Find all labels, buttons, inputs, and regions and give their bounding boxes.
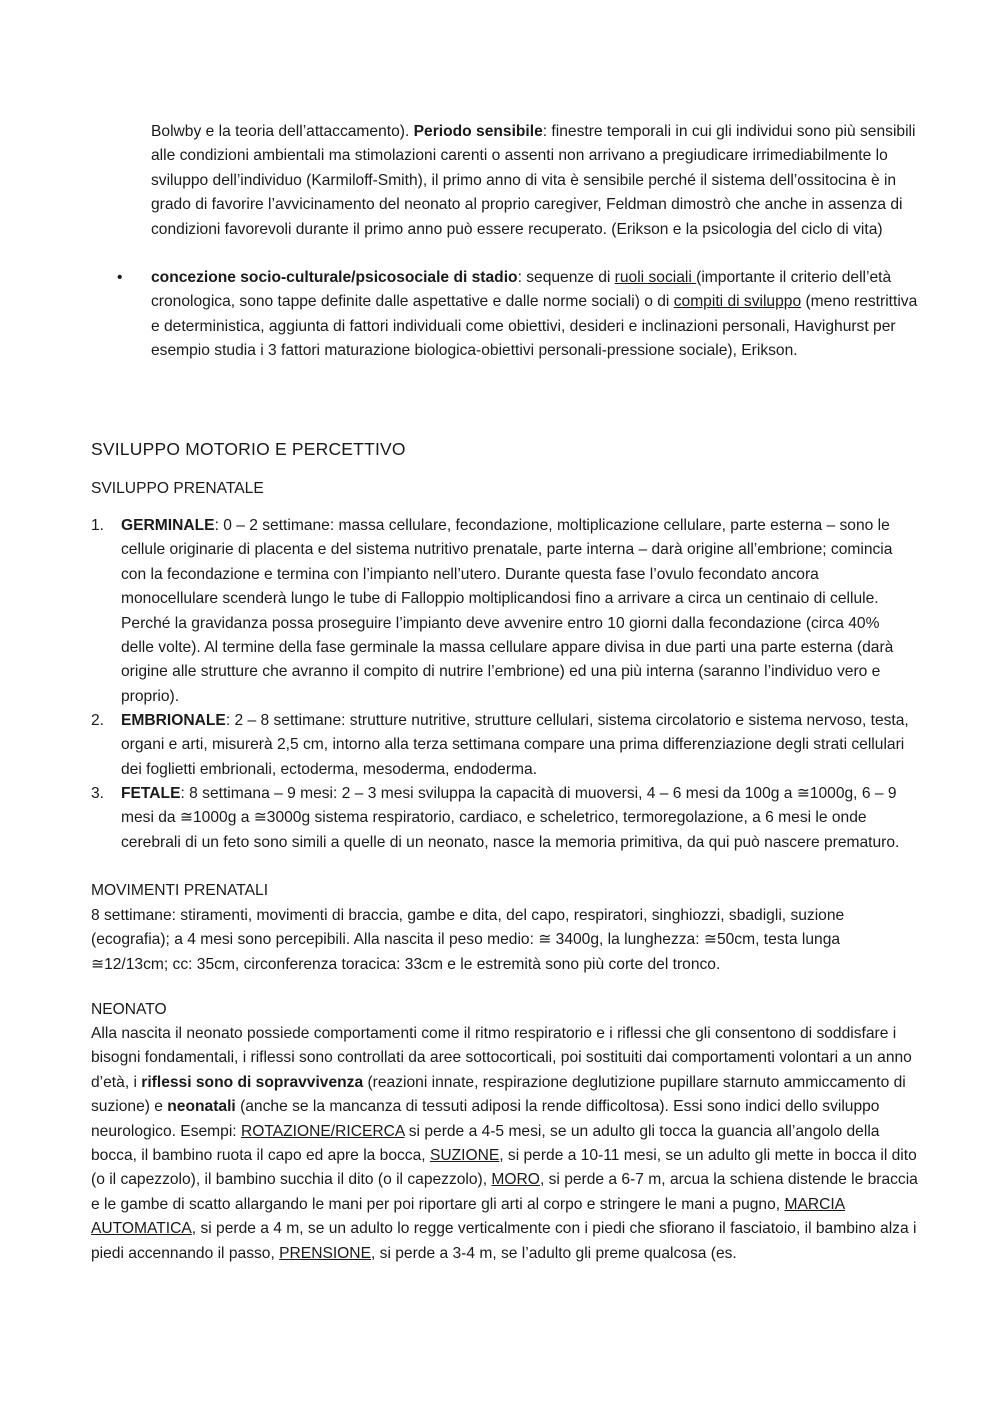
intro-paragraph xyxy=(151,120,926,242)
list-item-embrionale xyxy=(121,709,911,782)
neonato-underline-moro: MORO xyxy=(491,1171,540,1189)
bullet-bold-term: concezione socio-culturale/psicosociale di stadio xyxy=(151,269,518,286)
bullet-underline-ruoli-sociali: ruoli sociali xyxy=(614,269,697,286)
neonato-underline-suzione: SUZIONE xyxy=(429,1147,500,1165)
neonato-heading: NEONATO xyxy=(91,1001,167,1018)
intro-seg: Bolwby e la teoria dell’attaccamento). xyxy=(151,123,414,140)
bullet-seg: (importante il criterio dell’età cronologica, sono tappe definite dalle aspettative e dalle norme sociali) o di xyxy=(151,269,892,311)
neonato-seg: (anche se la mancanza di tessuti adiposi la rende difficoltosa). Essi sono indici dello sviluppo neurologico. Esempi: xyxy=(91,1098,880,1140)
neonato-seg: Alla nascita il neonato possiede comportamenti come il ritmo respiratorio e i riflessi che gli consentono di soddisfare i bisogni fondamentali, i riflessi sono controllati da aree sottocorticali, poi sostituiti dai comportamenti volontari a un anno d’età, i xyxy=(91,1025,912,1091)
neonato-underline-rotazione: ROTAZIONE/RICERCA xyxy=(240,1122,405,1140)
neonato-underline-marcia-automatica: MARCIA AUTOMATICA xyxy=(91,1195,846,1238)
neonato-seg: , si perde a 3-4 m, se l’adulto gli preme qualcosa (es. xyxy=(370,1244,737,1262)
bullet-underline-compiti-di-sviluppo: compiti di sviluppo xyxy=(673,293,802,311)
list-item-germinale xyxy=(121,514,911,709)
neonato-seg: , si perde a 10-11 mesi, se un adulto gli mette in bocca il dito (o il capezzolo), il bambino succhia il dito (o il capezzolo), xyxy=(91,1147,917,1189)
neonato-bold-neonatali: neonatali xyxy=(167,1098,236,1116)
neonato-seg: (reazioni innate, respirazione deglutizione pupillare starnuto ammiccamento di suzione) e xyxy=(91,1073,906,1116)
list-number: 3. xyxy=(91,785,105,802)
list-item-text: : 8 settimana – 9 mesi: 2 – 3 mesi sviluppa la capacità di muoversi, 4 – 6 mesi da 100g a ≅1000g, 6 – 9 mesi da ≅1000g a ≅3000g sistema respiratorio, cardiaco, e scheletrico, termoregolazione, a 6 mesi le onde cerebrali di un feto sono simili a quelle di un neonato, nasce la memoria primitiva, da qui può nascere prematuro. xyxy=(121,785,900,851)
neonato-seg: , si perde a 6-7 m, arcua la schiena distende le braccia e le gambe di scatto allargando le mani per poi riportare gli arti al corpo e stringere le mani a pugno, xyxy=(91,1171,918,1213)
neonato-bold-riflessi: riflessi sono di sopravvivenza xyxy=(141,1073,364,1091)
neonato-seg: , si perde a 4 m, se un adulto lo regge verticalmente con i piedi che sfiorano il fasciatoio, il bambino alza i piedi accennando il passo, xyxy=(91,1220,917,1262)
list-item-term: GERMINALE xyxy=(121,517,215,534)
movimenti-paragraph: 8 settimane: stiramenti, movimenti di braccia, gambe e dita, del capo, respiratori, singhiozzi, sbadigli, suzione (ecografia); a 4 mesi sono percepibili. Alla nascita il peso medio: ≅ 3400g, la lunghezza: ≅50cm, testa lunga ≅12/13cm; cc: 35cm, circonferenza toracica: 33cm e le estremità sono più corte del tronco. xyxy=(91,907,845,973)
neonato-paragraph xyxy=(91,1022,919,1266)
bullet-dot: • xyxy=(117,269,123,286)
list-number: 2. xyxy=(91,712,105,729)
intro-seg: : finestre temporali in cui gli individui sono più sensibili alle condizioni ambientali ma stimolazioni carenti o assenti non arrivano a pregiudicare irrimediabilmente lo sviluppo dell’individuo (Karmiloff-Smith), il primo anno di vita è sensibile perché il sistema dell’ossitocina è in grado di favorire l’avvicinamento del neonato al proprio caregiver, Feldman dimostrò che anche in assenza di condizioni favorevoli durante il primo anno può essere recuperato. (Erikson e la psicologia del ciclo di vita) xyxy=(151,123,916,238)
list-item-term: EMBRIONALE xyxy=(121,712,226,729)
bullet-seg: : sequenze di xyxy=(517,269,615,286)
bullet-paragraph xyxy=(151,266,926,364)
list-number: 1. xyxy=(91,517,105,534)
list-item-text: : 0 – 2 settimane: massa cellulare, fecondazione, moltiplicazione cellulare, parte esterna – sono le cellule originarie di placenta e del sistema nutritivo prenatale, parte interna – darà origine all’embrione; comincia con la fecondazione e termina con l’impianto nell’utero. Durante questa fase l’ovulo fecondato ancora monocellulare scenderà lungo le tube di Falloppio moltiplicandosi fino a arrivare a circa un centinaio di cellule. Perché la gravidanza possa proseguire l’impianto deve avvenire entro 10 giorni dalla fecondazione (circa 40% delle volte). Al termine della fase germinale la massa cellulare appare divisa in due parti una parte esterna (darà origine alle strutture che avranno il compito di nutrire l’embrione) ed una più interna (saranno l’individuo vero e proprio). xyxy=(121,517,894,705)
neonato-underline-prensione: PRENSIONE xyxy=(279,1244,371,1262)
neonato-seg: si perde a 4-5 mesi, se un adulto gli tocca la guancia all’angolo della bocca, il bambino ruota il capo ed apre la bocca, xyxy=(91,1122,880,1165)
list-item-fetale xyxy=(121,782,911,855)
list-item-term: FETALE xyxy=(121,785,181,802)
list-item-text: : 2 – 8 settimane: strutture nutritive, strutture cellulari, sistema circolatorio e sistema nervoso, testa, organi e arti, misurerà 2,5 cm, intorno alla terza settimana compare una prima differenziazione degli strati cellulari dei foglietti embrionali, ectoderma, mesoderma, endoderma. xyxy=(121,712,909,778)
subtitle-prenatale: SVILUPPO PRENATALE xyxy=(91,480,264,497)
section-title: SVILUPPO MOTORIO E PERCETTIVO xyxy=(91,439,406,459)
bullet-seg: (meno restrittiva e deterministica, aggiunta di fattori individuali come obiettivi, desideri e inclinazioni personali, Havighurst per esempio studia i 3 fattori maturazione biologica-obiettivi personali-pressione sociale), Erikson. xyxy=(151,293,918,360)
intro-bold-periodo-sensibile: Periodo sensibile xyxy=(413,123,543,140)
movimenti-heading: MOVIMENTI PRENATALI xyxy=(91,882,269,899)
